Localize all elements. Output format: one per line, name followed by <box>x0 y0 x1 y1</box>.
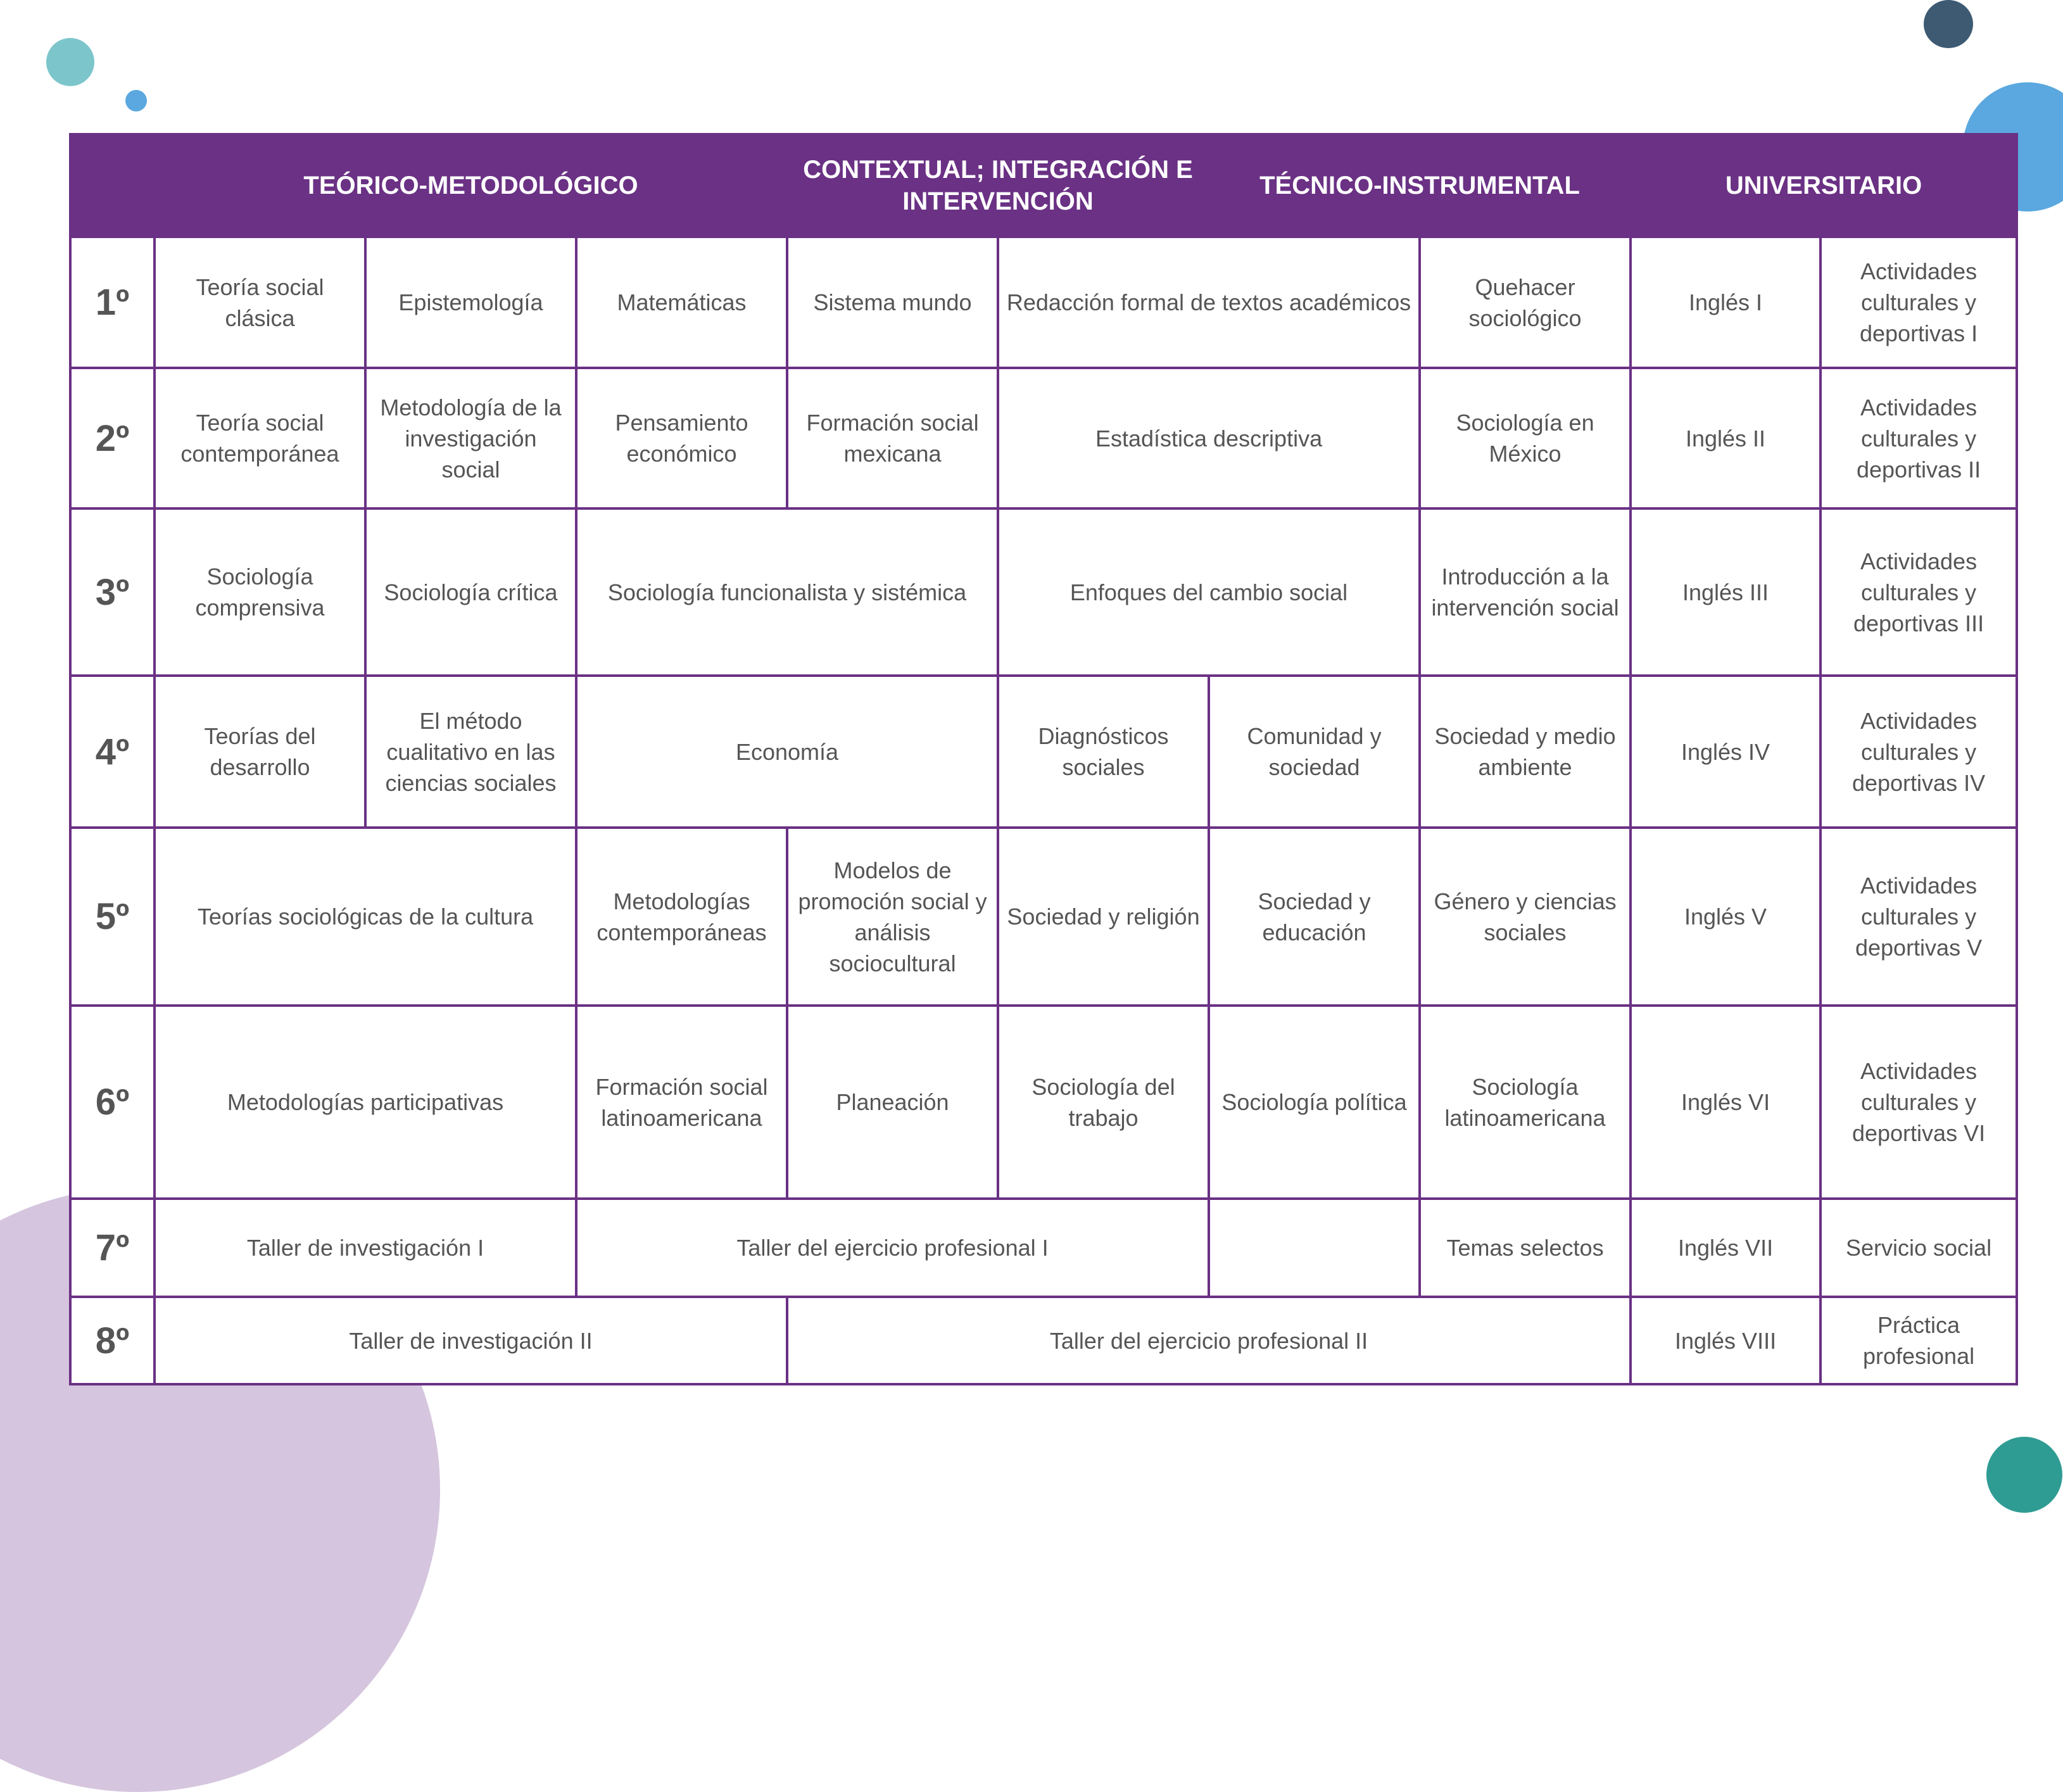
header-contextual: CONTEXTUAL; INTEGRACIÓN E INTERVENCIÓN <box>787 134 1209 237</box>
table-row <box>70 1006 2017 1199</box>
course-cell: Teoría social clásica <box>155 237 365 368</box>
course-cell: Taller del ejercicio profesional II <box>787 1297 1631 1384</box>
decor-circle-navy <box>1924 0 1973 48</box>
course-cell: Práctica profesional <box>1820 1297 2017 1384</box>
course-cell: Epistemología <box>365 237 576 368</box>
course-cell: Sociedad y medio ambiente <box>1420 676 1631 828</box>
course-cell: Inglés V <box>1631 828 1820 1006</box>
course-cell: Inglés VII <box>1631 1199 1820 1297</box>
header-tecnico-instrumental: TÉCNICO-INSTRUMENTAL <box>1209 134 1631 237</box>
course-cell: Teorías sociológicas de la cultura <box>155 828 576 1006</box>
course-cell: Estadística descriptiva <box>998 368 1420 508</box>
course-cell: Género y ciencias sociales <box>1420 828 1631 1006</box>
course-cell: Sociología en México <box>1420 368 1631 508</box>
course-cell: Metodología de la investigación social <box>365 368 576 508</box>
course-cell: Teoría social contemporánea <box>155 368 365 508</box>
course-cell: Actividades culturales y deportivas V <box>1820 828 2017 1006</box>
course-cell: Planeación <box>787 1006 998 1199</box>
table-row <box>70 828 2017 1006</box>
course-cell: Economía <box>576 676 998 828</box>
course-cell: Taller de investigación I <box>155 1199 576 1297</box>
course-cell: Enfoques del cambio social <box>998 508 1420 676</box>
course-cell: Modelos de promoción social y análisis sociocultural <box>787 828 998 1006</box>
course-cell: Sociología del trabajo <box>998 1006 1209 1199</box>
course-cell: Actividades culturales y deportivas III <box>1820 508 2017 676</box>
table-row <box>70 237 2017 368</box>
semester-label: 5º <box>70 828 155 1006</box>
course-cell: Inglés IV <box>1631 676 1820 828</box>
course-cell: Teorías del desarrollo <box>155 676 365 828</box>
course-cell: Inglés VI <box>1631 1006 1820 1199</box>
header-row <box>70 134 2017 237</box>
course-cell: Sociedad y religión <box>998 828 1209 1006</box>
course-cell: Sociología latinoamericana <box>1420 1006 1631 1199</box>
table-row <box>70 1297 2017 1384</box>
course-cell: Inglés VIII <box>1631 1297 1820 1384</box>
semester-label: 1º <box>70 237 155 368</box>
semester-label: 6º <box>70 1006 155 1199</box>
table-row <box>70 508 2017 676</box>
header-corner <box>70 134 155 237</box>
course-cell: Sociedad y educación <box>1209 828 1420 1006</box>
course-cell: El método cualitativo en las ciencias sociales <box>365 676 576 828</box>
course-cell: Metodologías contemporáneas <box>576 828 787 1006</box>
course-cell: Temas selectos <box>1420 1199 1631 1297</box>
course-cell: Sistema mundo <box>787 237 998 368</box>
semester-label: 7º <box>70 1199 155 1297</box>
course-cell: Quehacer sociológico <box>1420 237 1631 368</box>
curriculum-table <box>69 133 2018 1385</box>
semester-label: 2º <box>70 368 155 508</box>
curriculum-map <box>69 133 2014 1385</box>
course-cell: Introducción a la intervención social <box>1420 508 1631 676</box>
empty-cell <box>1209 1199 1420 1297</box>
course-cell: Formación social mexicana <box>787 368 998 508</box>
course-cell: Redacción formal de textos académicos <box>998 237 1420 368</box>
course-cell: Sociología crítica <box>365 508 576 676</box>
header-teorico-metodologico: TEÓRICO-METODOLÓGICO <box>155 134 787 237</box>
course-cell: Servicio social <box>1820 1199 2017 1297</box>
table-row <box>70 368 2017 508</box>
course-cell: Actividades culturales y deportivas IV <box>1820 676 2017 828</box>
course-cell: Diagnósticos sociales <box>998 676 1209 828</box>
course-cell: Inglés III <box>1631 508 1820 676</box>
semester-label: 4º <box>70 676 155 828</box>
decor-circle-blue-small <box>125 90 147 111</box>
course-cell: Taller de investigación II <box>155 1297 787 1384</box>
table-row <box>70 1199 2017 1297</box>
course-cell: Formación social latinoamericana <box>576 1006 787 1199</box>
course-cell: Inglés II <box>1631 368 1820 508</box>
course-cell: Actividades culturales y deportivas I <box>1820 237 2017 368</box>
semester-label: 8º <box>70 1297 155 1384</box>
course-cell: Inglés I <box>1631 237 1820 368</box>
course-cell: Metodologías participativas <box>155 1006 576 1199</box>
table-row <box>70 676 2017 828</box>
course-cell: Pensamiento económico <box>576 368 787 508</box>
course-cell: Sociología política <box>1209 1006 1420 1199</box>
course-cell: Actividades culturales y deportivas II <box>1820 368 2017 508</box>
course-cell: Matemáticas <box>576 237 787 368</box>
course-cell: Actividades culturales y deportivas VI <box>1820 1006 2017 1199</box>
decor-circle-teal <box>46 38 94 86</box>
semester-label: 3º <box>70 508 155 676</box>
course-cell: Sociología comprensiva <box>155 508 365 676</box>
header-universitario: UNIVERSITARIO <box>1631 134 2017 237</box>
decor-circle-green <box>1986 1437 2062 1513</box>
course-cell: Sociología funcionalista y sistémica <box>576 508 998 676</box>
course-cell: Comunidad y sociedad <box>1209 676 1420 828</box>
course-cell: Taller del ejercicio profesional I <box>576 1199 1209 1297</box>
